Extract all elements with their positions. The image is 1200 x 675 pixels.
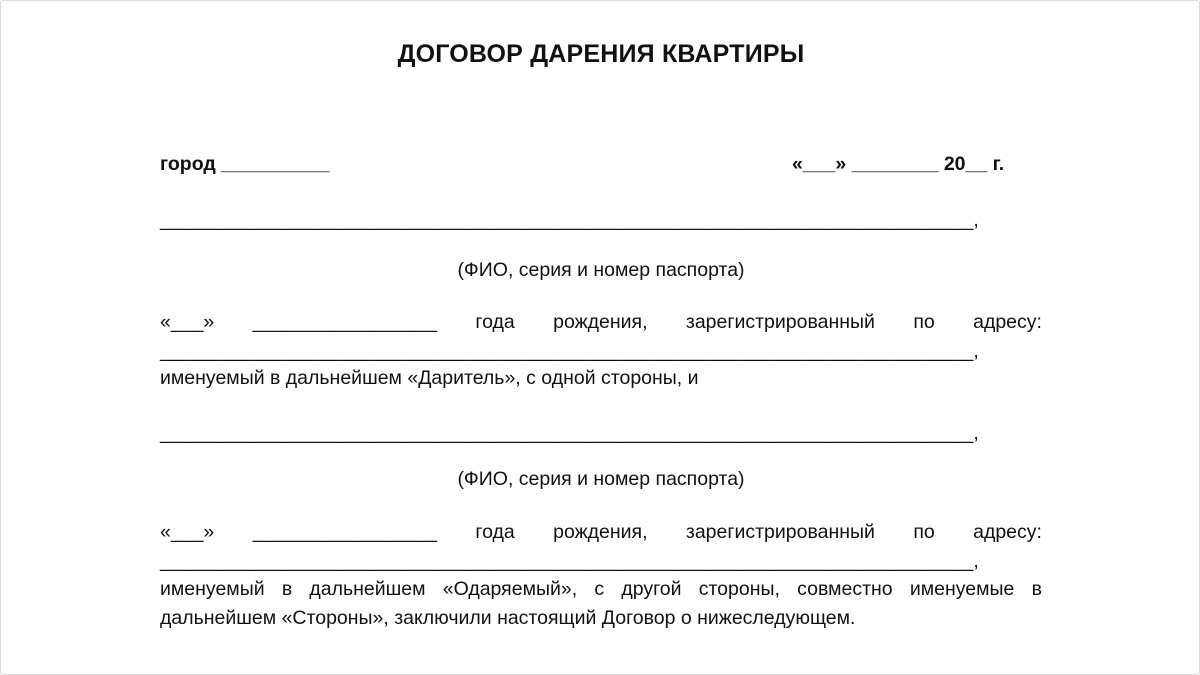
birth-day-blank: «___» [160,521,215,543]
donor-designation: именуемый в дальнейшем «Даритель», с одной стороны, и [160,367,699,389]
word: адресу: [973,521,1042,543]
donor-passport-caption: (ФИО, серия и номер паспорта) [457,259,745,281]
donee-address-blank: ___________________________________________________________________________, [160,550,979,572]
word: адресу: [973,311,1042,333]
word: именуемый [160,578,265,600]
word: в [1031,578,1042,600]
word: стороны, [698,578,780,600]
word: другой [621,578,682,600]
word: зарегистрированный [685,521,875,543]
birth-month-blank: _________________ [252,521,437,543]
date-field: «___» ________ 20__ г. [792,153,1005,175]
word: года [475,521,515,543]
word: по [913,311,935,333]
word: по [913,521,935,543]
birth-day-blank: «___» [160,311,215,333]
word: зарегистрированный [685,311,875,333]
donor-address-blank: ___________________________________________________________________________, [160,340,979,362]
donee-designation-line-1 [160,577,1042,601]
donee-name-blank: ___________________________________________________________________________, [160,422,979,444]
donee-passport-caption: (ФИО, серия и номер паспорта) [457,468,745,490]
document-title: ДОГОВОР ДАРЕНИЯ КВАРТИРЫ [397,40,805,68]
word: в [281,578,293,600]
donor-birth-line [160,310,1042,334]
word: совместно [797,578,893,600]
word: именуемые [909,578,1015,600]
word: «Одаряемый», [442,578,578,600]
word: дальнейшем [309,578,426,600]
donor-name-blank: ___________________________________________________________________________, [160,209,979,231]
birth-month-blank: _________________ [252,311,437,333]
city-field: город __________ [160,153,330,175]
word: рождения, [553,521,648,543]
word: с [594,578,605,600]
donee-designation-line-2: дальнейшем «Стороны», заключили настоящий Договор о нижеследующем. [160,607,856,629]
donee-birth-line [160,520,1042,544]
word: рождения, [553,311,648,333]
word: года [475,311,515,333]
